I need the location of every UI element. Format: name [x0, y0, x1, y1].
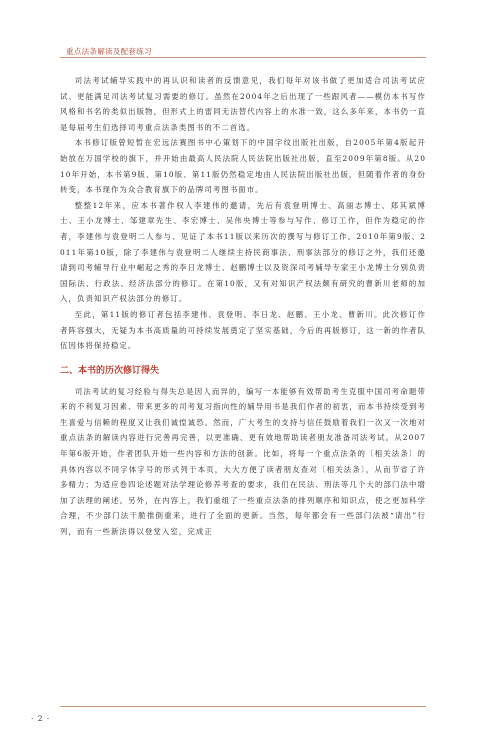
paragraph-intro: 司法考试辅导实践中的再认识和读者的反馈意见，我们每年对该书做了更加适合司法考试应试、更能满足司法考试复习需要的修订。虽然在2004年之后出现了一些跟风者——模仿本书写作风格和书名的类似出版物，但形式上的雷同无法替代内容上的水准一致，这么多年来，本书仍一直是每届考生们选择司考重点法条类图书的不二首选。	[60, 76, 426, 132]
main-text-block	[60, 73, 426, 540]
section-heading: 二、本书的历次修订得失	[60, 365, 160, 376]
paragraph-publishing-history: 本书修订版曾短暂在宏远法赛图书中心策划下的中国字纹出版社出版，自2005年第4版起开始放在万国学校的旗下，并开始由最高人民法院人民法院出版社出版，直至2009年第8版。从2010年开始，本书第9版、第10版、第11版仍然稳定地由人民法院出版社出版，但随着作者的身份转变，本书现作为众合教育旗下的品牌司考图书面市。	[60, 138, 426, 195]
paragraph-current-revisers: 至此，第11版的修订者包括李建伟、袁登明、李日龙、赵鹏、王小龙、曹新川。此次修订作者阵容强大，无疑为本书高质量的可持续发展奠定了坚实基础，今后的再版修订，这一新的作者队伍因体将保持稳定。	[60, 309, 426, 351]
footer-divider	[60, 706, 426, 707]
running-header-title: 重点法条解读及配套练习	[66, 47, 152, 56]
page-header	[0, 0, 482, 58]
paragraph-authors: 整整12年来，应本书著作权人李建伟的邀请，先后有袁登明博士、高丽志博士、郑其斌博士、王小龙博士、邹建章先生、李宏博士、吴伟央博士等参与写作、修订工作，但作为稳定的作者，李建伟与袁登明二人参与、见证了本书11版以来历次的撰写与修订工作。2010年第9版、2011年第10版，除了李建伟与袁登明二人继续主持民商事法、刑事法部分的修订之外，我们还邀请到司考辅导行业中崛起之秀的李日龙博士、赵鹏博士以及资深司考辅导专家王小龙博士分别负责国际法、行政法、经济法部分的修订。在第10版，又有对知识产权法颇有研究的曹新川老师的加入，负责知识产权法部分的修订。	[60, 200, 426, 304]
header-divider	[60, 57, 426, 58]
page-number: · 2 ·	[31, 714, 51, 723]
paragraph-revision-history: 司法考试的复习经验与得失总是因人而异的，编写一本能够有效帮助考生克服中国司考命题带来的不利复习因素、带来更多的司考复习指向性的辅导用书是我们作者的初衷，而本书持续受到考生喜爱与信赖的程度又让我们诚惶诚恐。然而，广大考生的支持与信任鼓励着我们一次又一次地对重点法条的解读内容进行完善再完善，以更准确、更有效地帮助读者朋友准备司法考试。从2007年第6版开始，作者团队开始一些内容和方法的创新。比如，将每一个重点法条的〔相关法条〕的具体内容以不同字体字号的形式列于本页，大大方便了读者朋友查对〔相关法条〕，从而节省了许多精力；为适应卷四论述题对法学理论修养考查的要求，我们在民法、刑法等几个大的部门法中增加了法理的阐述。另外，在内容上，我们重组了一些重点法条的排列顺序和知识点，使之更加科学合理，不少部门法干脆推倒重来，进行了全面的更新。当然，每年都会有一些部门法被“请出”行列，而有一些新法得以登堂入室，完成正	[60, 386, 426, 537]
